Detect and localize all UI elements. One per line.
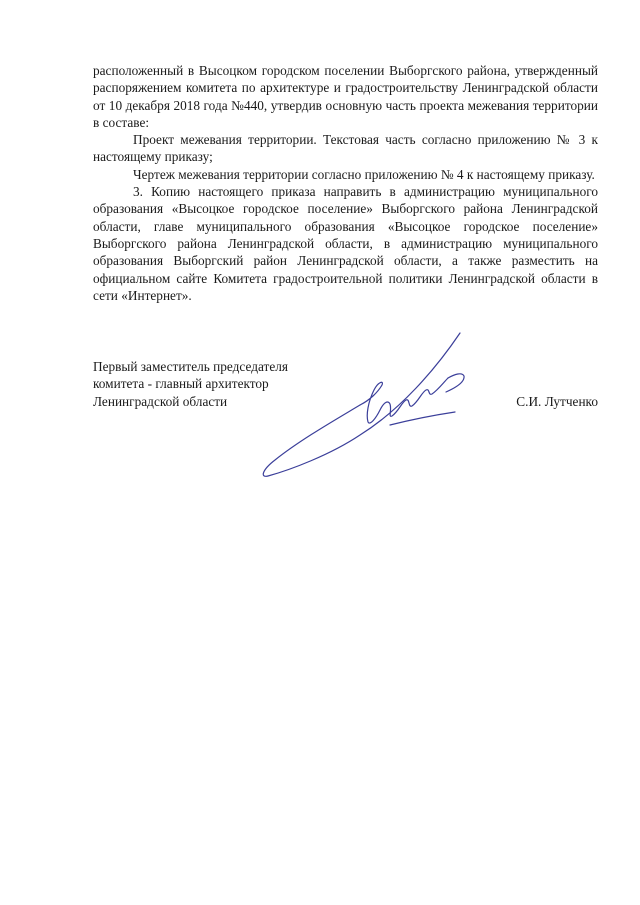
paragraph-copy-distribution: 3. Копию настоящего приказа направить в администрацию муниципального образования «Высоцкое городское поселение» Выборгского района Ленинградской области, главе муниципального образования «Высоцкое городское поселение» Выборгского района Ленинградской области, в администрацию муниципального образования Выборгский район Ленинградской области, а также разместить на официальном сайте Комитета градостроительной политики Ленинградской области в сети «Интернет». [93, 184, 598, 303]
document-body [93, 62, 598, 304]
paragraph-text-part: Проект межевания территории. Текстовая часть согласно приложению № 3 к настоящему приказу; [93, 132, 598, 165]
signatory-name: С.И. Лутченко [516, 393, 598, 409]
signature-stroke-base [390, 412, 455, 425]
paragraph-drawing: Чертеж межевания территории согласно приложению № 4 к настоящему приказу. [133, 166, 595, 182]
signatory-title-3: Ленинградской области [93, 393, 228, 409]
paragraph-continuation: расположенный в Высоцком городском поселении Выборгского района, утвержденный распоряжением комитета по архитектуре и градостроительству Ленинградской области от 10 декабря 2018 года №440, утвердив основную часть проекта межевания территории в составе: [93, 63, 598, 130]
signatory-title-2: комитета - главный архитектор [93, 376, 269, 392]
signatory-title-1: Первый заместитель председателя [93, 359, 289, 374]
handwritten-signature [250, 330, 480, 480]
signature-stroke-flourish [446, 374, 464, 392]
